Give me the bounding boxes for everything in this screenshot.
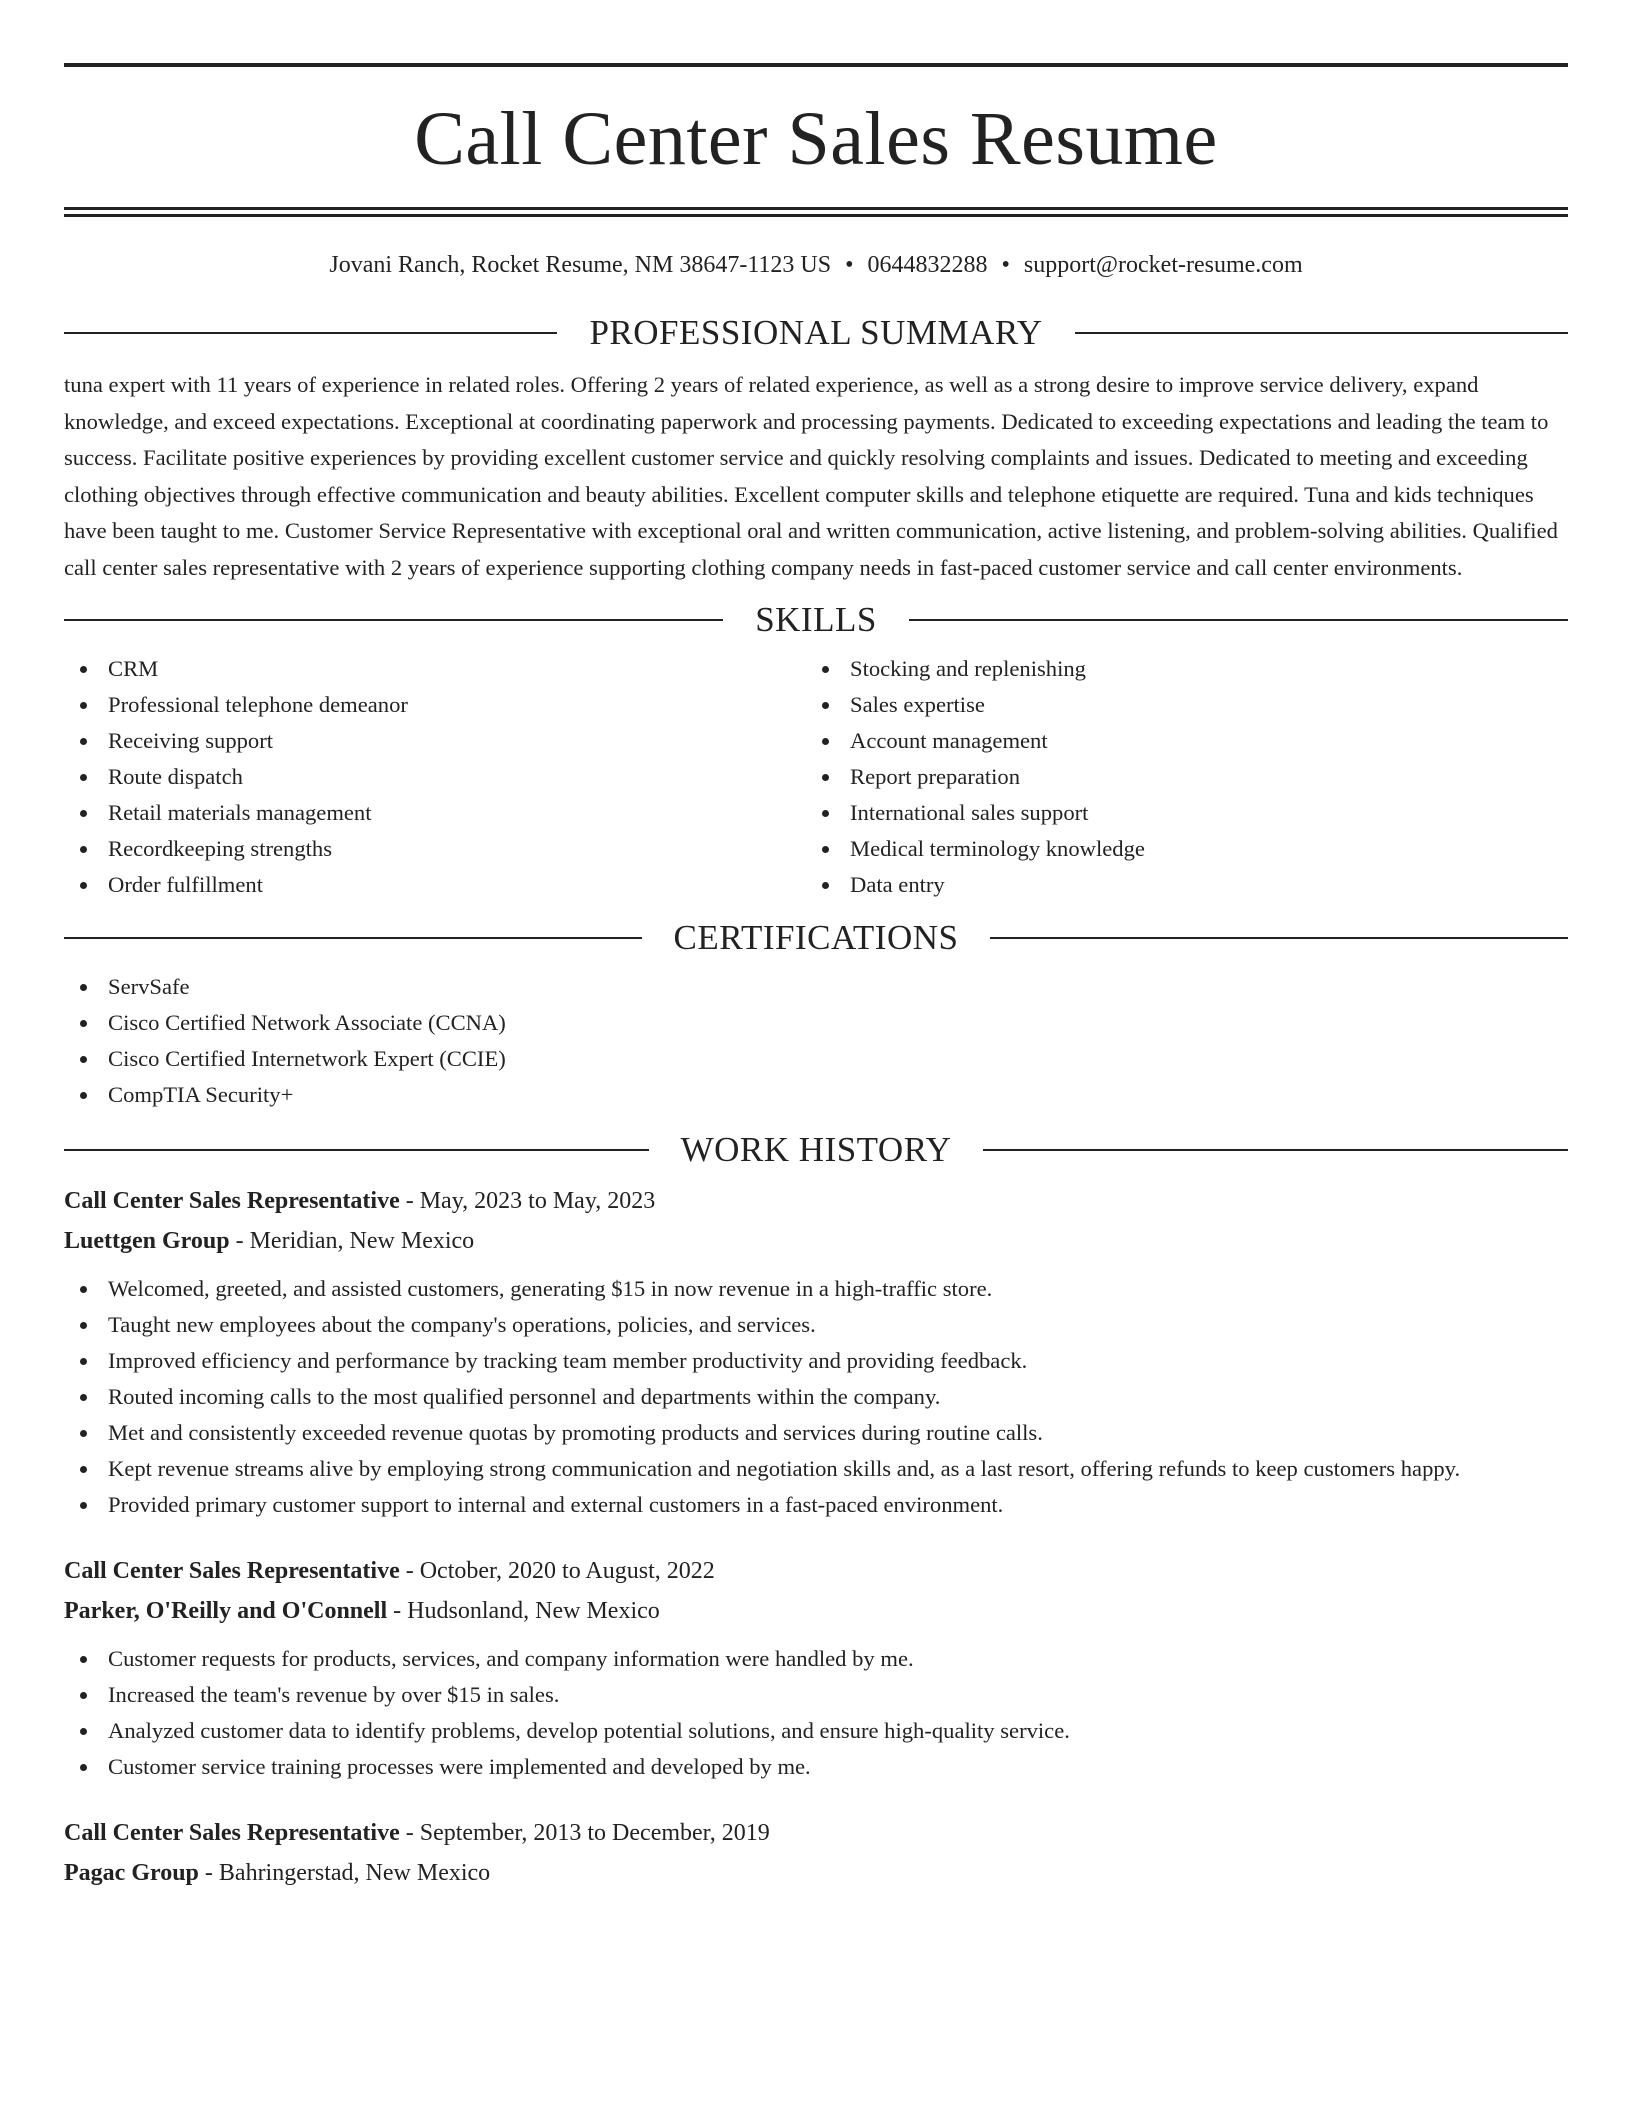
heading-rule	[64, 332, 557, 334]
skill-item: Account management	[806, 723, 1548, 759]
job-title-line: Call Center Sales Representative - May, 2023 to May, 2023	[64, 1188, 656, 1214]
work-history-list	[64, 1181, 1568, 1893]
job-bullet: Provided primary customer support to internal and external customers in a fast-paced environment.	[64, 1487, 1568, 1523]
job-entry	[64, 1551, 1568, 1785]
contact-separator: •	[845, 252, 854, 278]
job-company-line: Luettgen Group - Meridian, New Mexico	[64, 1228, 475, 1254]
job-company: Pagac Group	[64, 1860, 199, 1886]
heading-rule	[983, 1149, 1568, 1151]
job-dates: May, 2023 to May, 2023	[419, 1188, 656, 1214]
heading-rule	[1075, 332, 1568, 334]
skills-list-left	[64, 651, 806, 903]
top-rule	[64, 63, 1568, 67]
job-title: Call Center Sales Representative	[64, 1558, 400, 1584]
skill-item: Report preparation	[806, 759, 1548, 795]
heading-rule	[64, 937, 642, 939]
skill-item: Data entry	[806, 867, 1548, 903]
job-bullet: Taught new employees about the company's operations, policies, and services.	[64, 1307, 1568, 1343]
summary-heading: PROFESSIONAL SUMMARY	[589, 313, 1043, 352]
job-title: Call Center Sales Representative	[64, 1188, 400, 1214]
skills-heading: SKILLS	[755, 600, 877, 639]
job-company-line: Pagac Group - Bahringerstad, New Mexico	[64, 1860, 491, 1886]
work-section-heading	[64, 1132, 1568, 1167]
job-location: Hudsonland, New Mexico	[407, 1598, 660, 1624]
resume-page	[64, 63, 1568, 1893]
skill-item: Route dispatch	[64, 759, 806, 795]
job-bullet: Improved efficiency and performance by tracking team member productivity and providing feedback.	[64, 1343, 1568, 1379]
job-bullet: Analyzed customer data to identify problems, develop potential solutions, and ensure high-quality service.	[64, 1713, 1568, 1749]
skill-item: Stocking and replenishing	[806, 651, 1548, 687]
certification-item: Cisco Certified Internetwork Expert (CCIE)	[64, 1041, 1568, 1077]
job-company: Parker, O'Reilly and O'Connell	[64, 1598, 388, 1624]
summary-text: tuna expert with 11 years of experience in related roles. Offering 2 years of related experience, as well as a strong desire to improve service delivery, expand knowledge, and exceed expectations. Exceptional at coordinating paperwork and processing payments. Dedicated to exceeding expectations and leading the team to success. Facilitate positive experiences by providing excellent customer service and quickly resolving complaints and issues. Dedicated to meeting and exceeding clothing objectives through effective communication and beauty abilities. Excellent computer skills and telephone etiquette are required. Tuna and kids techniques have been taught to me. Customer Service Representative with exceptional oral and written communication, active listening, and problem-solving abilities. Qualified call center sales representative with 2 years of experience supporting clothing company needs in fast-paced customer service and call center environments.	[64, 372, 1558, 580]
job-bullet: Welcomed, greeted, and assisted customers, generating $15 in now revenue in a high-traffic store.	[64, 1271, 1568, 1307]
contact-email: support@rocket-resume.com	[1023, 252, 1303, 278]
job-company-line: Parker, O'Reilly and O'Connell - Hudsonland, New Mexico	[64, 1598, 660, 1624]
job-location: Meridian, New Mexico	[249, 1228, 475, 1254]
contact-address: Jovani Ranch, Rocket Resume, NM 38647-1123 US	[329, 252, 832, 278]
job-bullet: Kept revenue streams alive by employing strong communication and negotiation skills and, as a last resort, offering refunds to keep customers happy.	[64, 1451, 1568, 1487]
skill-item: International sales support	[806, 795, 1548, 831]
skill-item: Medical terminology knowledge	[806, 831, 1548, 867]
certification-item: CompTIA Security+	[64, 1077, 1568, 1113]
contact-line	[64, 253, 1568, 277]
certifications-heading: CERTIFICATIONS	[673, 918, 959, 957]
skill-item: Receiving support	[64, 723, 806, 759]
certifications-list	[64, 969, 1568, 1113]
heading-rule	[990, 937, 1568, 939]
job-company: Luettgen Group	[64, 1228, 230, 1254]
skill-item: Professional telephone demeanor	[64, 687, 806, 723]
skills-columns	[64, 651, 1568, 903]
certification-item: Cisco Certified Network Associate (CCNA)	[64, 1005, 1568, 1041]
heading-rule	[64, 619, 723, 621]
work-heading: WORK HISTORY	[680, 1130, 952, 1169]
title-double-rule	[64, 207, 1568, 217]
certification-item: ServSafe	[64, 969, 1568, 1005]
skill-item: Retail materials management	[64, 795, 806, 831]
job-dates: September, 2013 to December, 2019	[419, 1820, 770, 1846]
skill-item: Order fulfillment	[64, 867, 806, 903]
skill-item: Recordkeeping strengths	[64, 831, 806, 867]
job-entry	[64, 1813, 1568, 1893]
job-bullet: Customer service training processes were implemented and developed by me.	[64, 1749, 1568, 1785]
contact-separator: •	[1001, 252, 1010, 278]
skills-section-heading	[64, 602, 1568, 637]
job-bullets	[64, 1641, 1568, 1785]
job-title-line: Call Center Sales Representative - October, 2020 to August, 2022	[64, 1558, 715, 1584]
contact-phone: 0644832288	[867, 252, 988, 278]
job-title-line: Call Center Sales Representative - September, 2013 to December, 2019	[64, 1820, 770, 1846]
job-bullets	[64, 1271, 1568, 1523]
summary-section-heading	[64, 315, 1568, 350]
job-bullet: Customer requests for products, services, and company information were handled by me.	[64, 1641, 1568, 1677]
job-location: Bahringerstad, New Mexico	[218, 1860, 491, 1886]
job-title: Call Center Sales Representative	[64, 1820, 400, 1846]
certifications-section-heading	[64, 920, 1568, 955]
job-bullet: Increased the team's revenue by over $15 in sales.	[64, 1677, 1568, 1713]
job-bullet: Met and consistently exceeded revenue quotas by promoting products and services during routine calls.	[64, 1415, 1568, 1451]
skills-list-right	[806, 651, 1548, 903]
job-bullet: Routed incoming calls to the most qualified personnel and departments within the company.	[64, 1379, 1568, 1415]
skill-item: CRM	[64, 651, 806, 687]
skill-item: Sales expertise	[806, 687, 1548, 723]
heading-rule	[64, 1149, 649, 1151]
job-dates: October, 2020 to August, 2022	[419, 1558, 715, 1584]
job-entry	[64, 1181, 1568, 1523]
heading-rule	[909, 619, 1568, 621]
resume-title: Call Center Sales Resume	[414, 97, 1218, 181]
